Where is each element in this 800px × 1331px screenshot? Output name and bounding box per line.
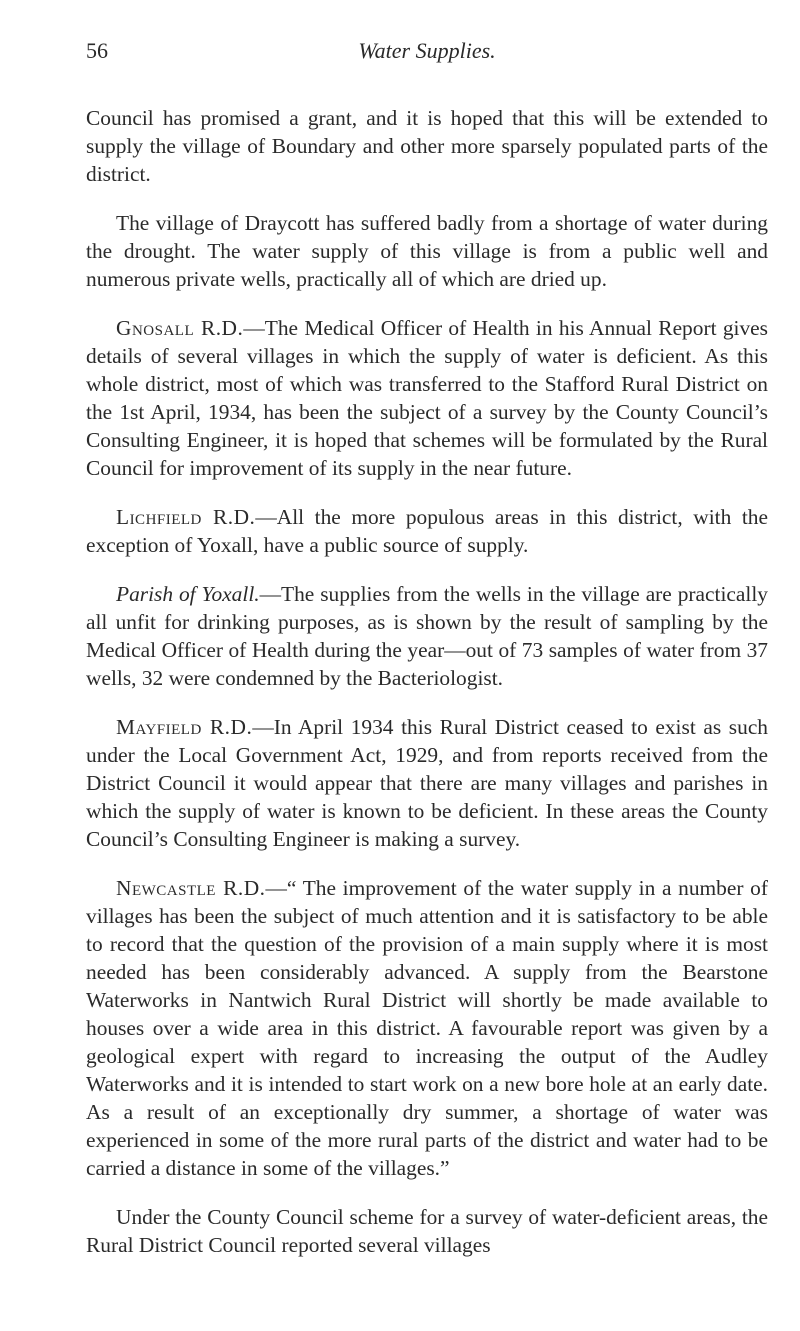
paragraph-draycott: The village of Draycott has suffered badly from a shortage of water during the drought. The water supply of this village is from a public well and numerous private wells, practically all of which are dried up. xyxy=(86,211,768,291)
page-number: 56 xyxy=(86,38,108,63)
heading-yoxall: Parish of Yoxall. xyxy=(116,582,260,606)
text-newcastle: —“ The improvement of the water supply in a number of villages has been the subject of much attention and it is satisfactory to be able to record that the question of the provision of a main supply where it is most needed has been considerably advanced. A supply from the Bearstone Waterworks in Nantwich Rural District will shortly be made available to houses over a wide area in this district. A favourable report was given by a geological expert with regard to increasing the output of the Audley Waterworks and it is intended to start work on a new bore hole at an early date. As a result of an exceptionally dry summer, a shortage of water was experienced in some of the more rural parts of the district and water had to be carried a distance in some of the villages.” xyxy=(86,876,768,1180)
paragraph-mayfield xyxy=(86,713,768,853)
paragraph-lichfield xyxy=(86,503,768,559)
heading-lichfield: Lichfield R.D. xyxy=(116,505,256,529)
running-title: Water Supplies. xyxy=(358,38,496,63)
text-lichfield: —All the more populous areas in this district, with the exception of Yoxall, have a public source of supply. xyxy=(86,505,768,557)
paragraph-boundary: Council has promised a grant, and it is hoped that this will be extended to supply the village of Boundary and other more sparsely populated parts of the district. xyxy=(86,106,768,186)
running-head xyxy=(86,36,768,76)
heading-mayfield: Mayfield R.D. xyxy=(116,715,253,739)
document-page xyxy=(86,36,768,1280)
paragraph-survey: Under the County Council scheme for a survey of water-deficient areas, the Rural District Council reported several villages xyxy=(86,1205,768,1257)
heading-gnosall: Gnosall R.D. xyxy=(116,316,244,340)
paragraph-gnosall xyxy=(86,314,768,482)
text-gnosall: —The Medical Officer of Health in his Annual Report gives details of several villages in which the supply of water is deficient. As this whole district, most of which was transferred to the Stafford Rural District on the 1st April, 1934, has been the subject of a survey by the County Council’s Consulting Engineer, it is hoped that schemes will be formulated by the Rural Council for improvement of its supply in the near future. xyxy=(86,316,768,480)
paragraph-newcastle xyxy=(86,874,768,1182)
paragraph-yoxall xyxy=(86,580,768,692)
text-mayfield: —In April 1934 this Rural District ceased to exist as such under the Local Government Act, 1929, and from reports received from the District Council it would appear that there are many villages and parishes in which the supply of water is known to be deficient. In these areas the County Council’s Consulting Engineer is making a survey. xyxy=(86,715,769,851)
body-text xyxy=(86,104,768,1259)
text-yoxall: —The supplies from the wells in the village are practically all unfit for drinking purposes, as is shown by the result of sampling by the Medical Officer of Health during the year—out of 73 samples of water from 37 wells, 32 were condemned by the Bacteriologist. xyxy=(86,582,768,690)
heading-newcastle: Newcastle R.D. xyxy=(116,876,266,900)
